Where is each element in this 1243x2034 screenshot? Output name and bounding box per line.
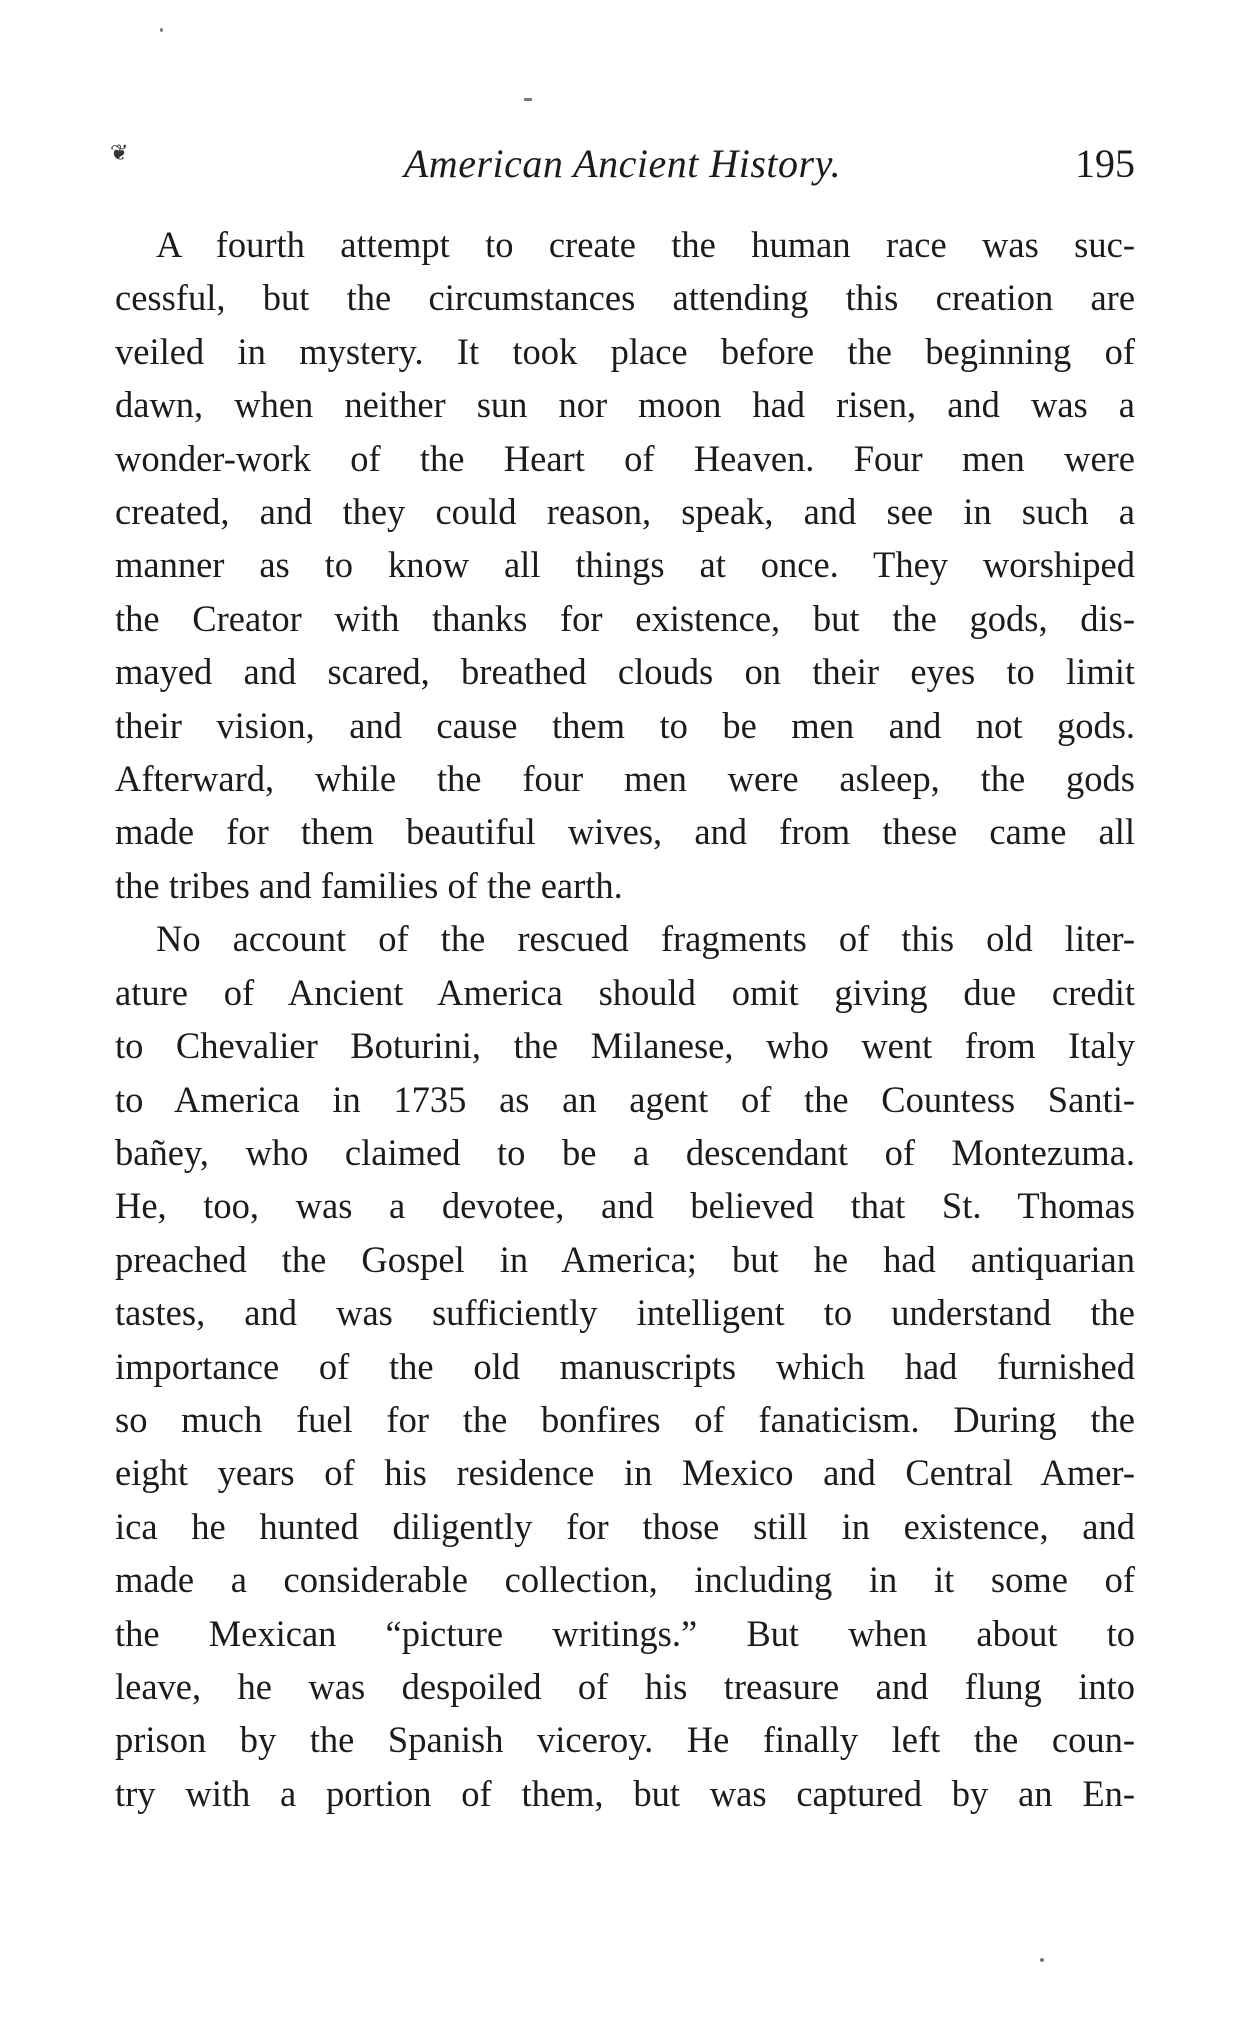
text-line: their vision, and cause them to be men and not gods. [115, 704, 1136, 746]
text-line: the Mexican “picture writings.” But when about to [115, 1612, 1135, 1654]
text-line: veiled in mystery. It took place before the beginning of [115, 330, 1135, 372]
print-speck [160, 28, 163, 32]
text-line: ature of Ancient America should omit giving due credit [115, 971, 1135, 1013]
text-line: bañey, who claimed to be a descendant of Montezuma. [115, 1131, 1136, 1173]
body-text [115, 218, 1135, 1820]
text-line: eight years of his residence in Mexico and Central Amer- [115, 1452, 1135, 1494]
text-line: the tribes and families of the earth. [115, 864, 623, 906]
text-line: to Chevalier Boturini, the Milanese, who went from Italy [115, 1025, 1136, 1067]
text-line: Afterward, while the four men were asleep, the gods [115, 758, 1135, 800]
text-line: created, and they could reason, speak, and see in such a [115, 491, 1135, 533]
text-line: leave, he was despoiled of his treasure and flung into [115, 1665, 1135, 1707]
text-line: ica he hunted diligently for those still in existence, and [115, 1505, 1135, 1547]
text-line: A fourth attempt to create the human race was suc- [156, 224, 1135, 265]
text-line: the Creator with thanks for existence, but the gods, dis- [115, 597, 1136, 639]
text-line: importance of the old manuscripts which had furnished [115, 1345, 1135, 1387]
text-line: He, too, was a devotee, and believed that St. Thomas [115, 1185, 1135, 1227]
text-line: No account of the rescued fragments of this old liter- [156, 918, 1135, 960]
text-line: to America in 1735 as an agent of the Countess Santi- [115, 1078, 1135, 1120]
text-line: tastes, and was sufficiently intelligent to understand the [115, 1292, 1135, 1334]
text-line: so much fuel for the bonfires of fanaticism. During the [115, 1398, 1135, 1440]
page-number: 195 [1075, 141, 1135, 186]
text-line: prison by the Spanish viceroy. He finally left the coun- [115, 1719, 1135, 1761]
print-speck [524, 98, 532, 101]
paragraph-1 [115, 218, 1135, 912]
text-line: dawn, when neither sun nor moon had risen, and was a [115, 384, 1135, 426]
print-speck [1040, 1958, 1044, 1962]
paragraph-2 [115, 912, 1135, 1820]
running-title: American Ancient History. [403, 141, 842, 186]
text-line: wonder-work of the Heart of Heaven. Four men were [115, 437, 1135, 479]
page-header [110, 140, 1135, 190]
margin-mark: ❦ [110, 140, 129, 165]
text-line: mayed and scared, breathed clouds on their eyes to limit [115, 651, 1135, 693]
text-line: try with a portion of them, but was captured by an En- [115, 1772, 1136, 1814]
text-line: made a considerable collection, including in it some of [115, 1559, 1135, 1601]
text-line: cessful, but the circumstances attending this creation are [115, 277, 1136, 319]
text-line: made for them beautiful wives, and from these came all [115, 811, 1136, 853]
text-line: manner as to know all things at once. They worshiped [115, 544, 1135, 586]
text-line: preached the Gospel in America; but he had antiquarian [115, 1238, 1135, 1280]
